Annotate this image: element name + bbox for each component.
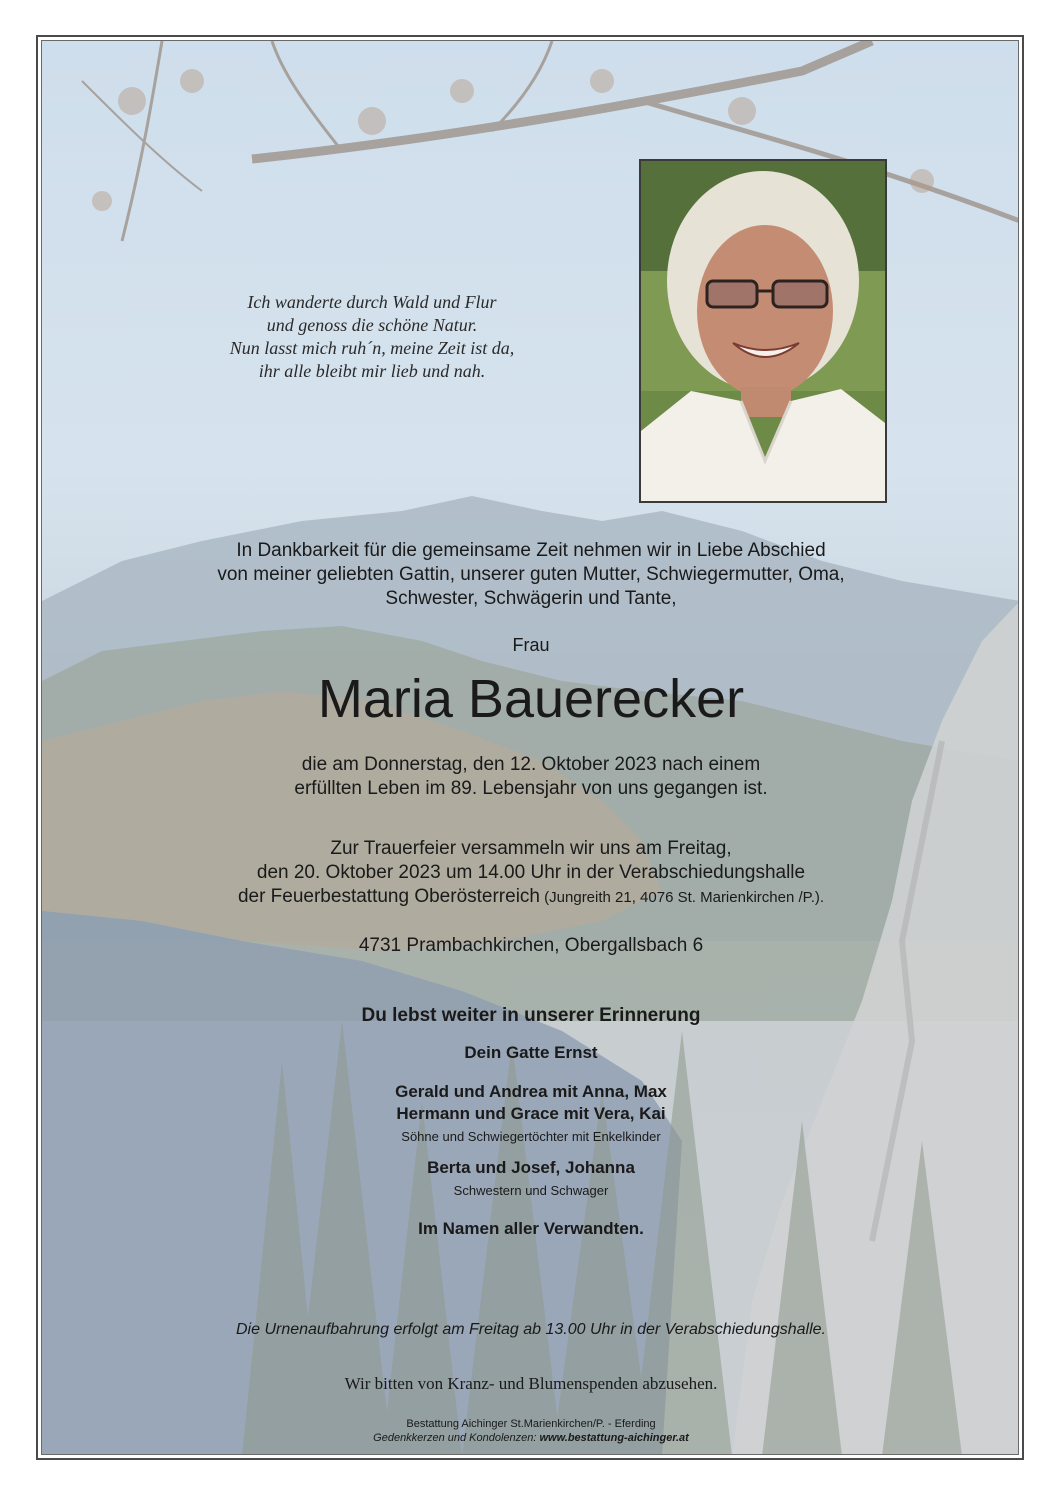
portrait-photo: [639, 159, 887, 503]
siblings-line: Berta und Josef, Johanna: [427, 1158, 635, 1177]
children-lines: [42, 1081, 1019, 1125]
obituary-card: [41, 40, 1019, 1455]
intro-line: Schwester, Schwägerin und Tante,: [385, 588, 677, 609]
flowers-notice: Wir bitten von Kranz- und Blumenspenden abzusehen.: [344, 1374, 718, 1393]
intro-text: [42, 539, 1019, 611]
ceremony-line: Zur Trauerfeier versammeln wir uns am Freitag,: [330, 838, 732, 859]
condolence-label: Gedenkkerzen und Kondolenzen:: [373, 1432, 540, 1444]
intro-line: von meiner geliebten Gattin, unserer guten Mutter, Schwiegermutter, Oma,: [217, 564, 845, 585]
poem-line: Nun lasst mich ruh´n, meine Zeit ist da,: [229, 338, 515, 358]
poem: [192, 291, 552, 383]
siblings-note: Schwestern und Schwager: [453, 1183, 609, 1198]
memory-heading: Du lebst weiter in unserer Erinnerung: [361, 1005, 701, 1026]
website-link[interactable]: www.bestattung-aichinger.at: [539, 1432, 689, 1444]
relatives-line: Im Namen aller Verwandten.: [418, 1219, 644, 1238]
home-address: 4731 Prambachkirchen, Obergallsbach 6: [358, 935, 704, 956]
children-line: Hermann und Grace mit Vera, Kai: [396, 1104, 666, 1123]
poem-line: Ich wanderte durch Wald und Flur: [247, 292, 497, 312]
passing-line: erfüllten Leben im 89. Lebensjahr von uns gegangen ist.: [294, 778, 768, 799]
funeral-home-name: Bestattung Aichinger St.Marienkirchen/P. - Eferding: [406, 1418, 656, 1430]
ceremony-line: den 20. Oktober 2023 um 14.00 Uhr in der Verabschiedungshalle: [256, 862, 806, 883]
children-note: Söhne und Schwiegertöchter mit Enkelkinder: [401, 1129, 661, 1144]
poem-line: und genoss die schöne Natur.: [266, 315, 478, 335]
condolence-line: [42, 1431, 1019, 1445]
ceremony-venue-address: (Jungreith 21, 4076 St. Marienkirchen /P.).: [540, 889, 825, 906]
intro-line: In Dankbarkeit für die gemeinsame Zeit nehmen wir in Liebe Abschied: [236, 540, 826, 561]
ceremony-line-3: [42, 885, 1019, 910]
spouse-line: Dein Gatte Ernst: [464, 1043, 598, 1062]
passing-line: die am Donnerstag, den 12. Oktober 2023 nach einem: [301, 754, 761, 775]
urn-notice: Die Urnenaufbahrung erfolgt am Freitag ab 13.00 Uhr in der Verabschiedungshalle.: [236, 1321, 826, 1338]
deceased-name: Maria Bauerecker: [317, 669, 745, 729]
ceremony-venue: der Feuerbestattung Oberösterreich: [237, 886, 540, 907]
children-line: Gerald und Andrea mit Anna, Max: [395, 1082, 667, 1101]
salutation: Frau: [512, 635, 550, 655]
funeral-home-footer: [42, 1417, 1019, 1445]
passing-text: [42, 753, 1019, 801]
ceremony-text: [42, 837, 1019, 910]
poem-line: ihr alle bleibt mir lieb und nah.: [258, 361, 486, 381]
